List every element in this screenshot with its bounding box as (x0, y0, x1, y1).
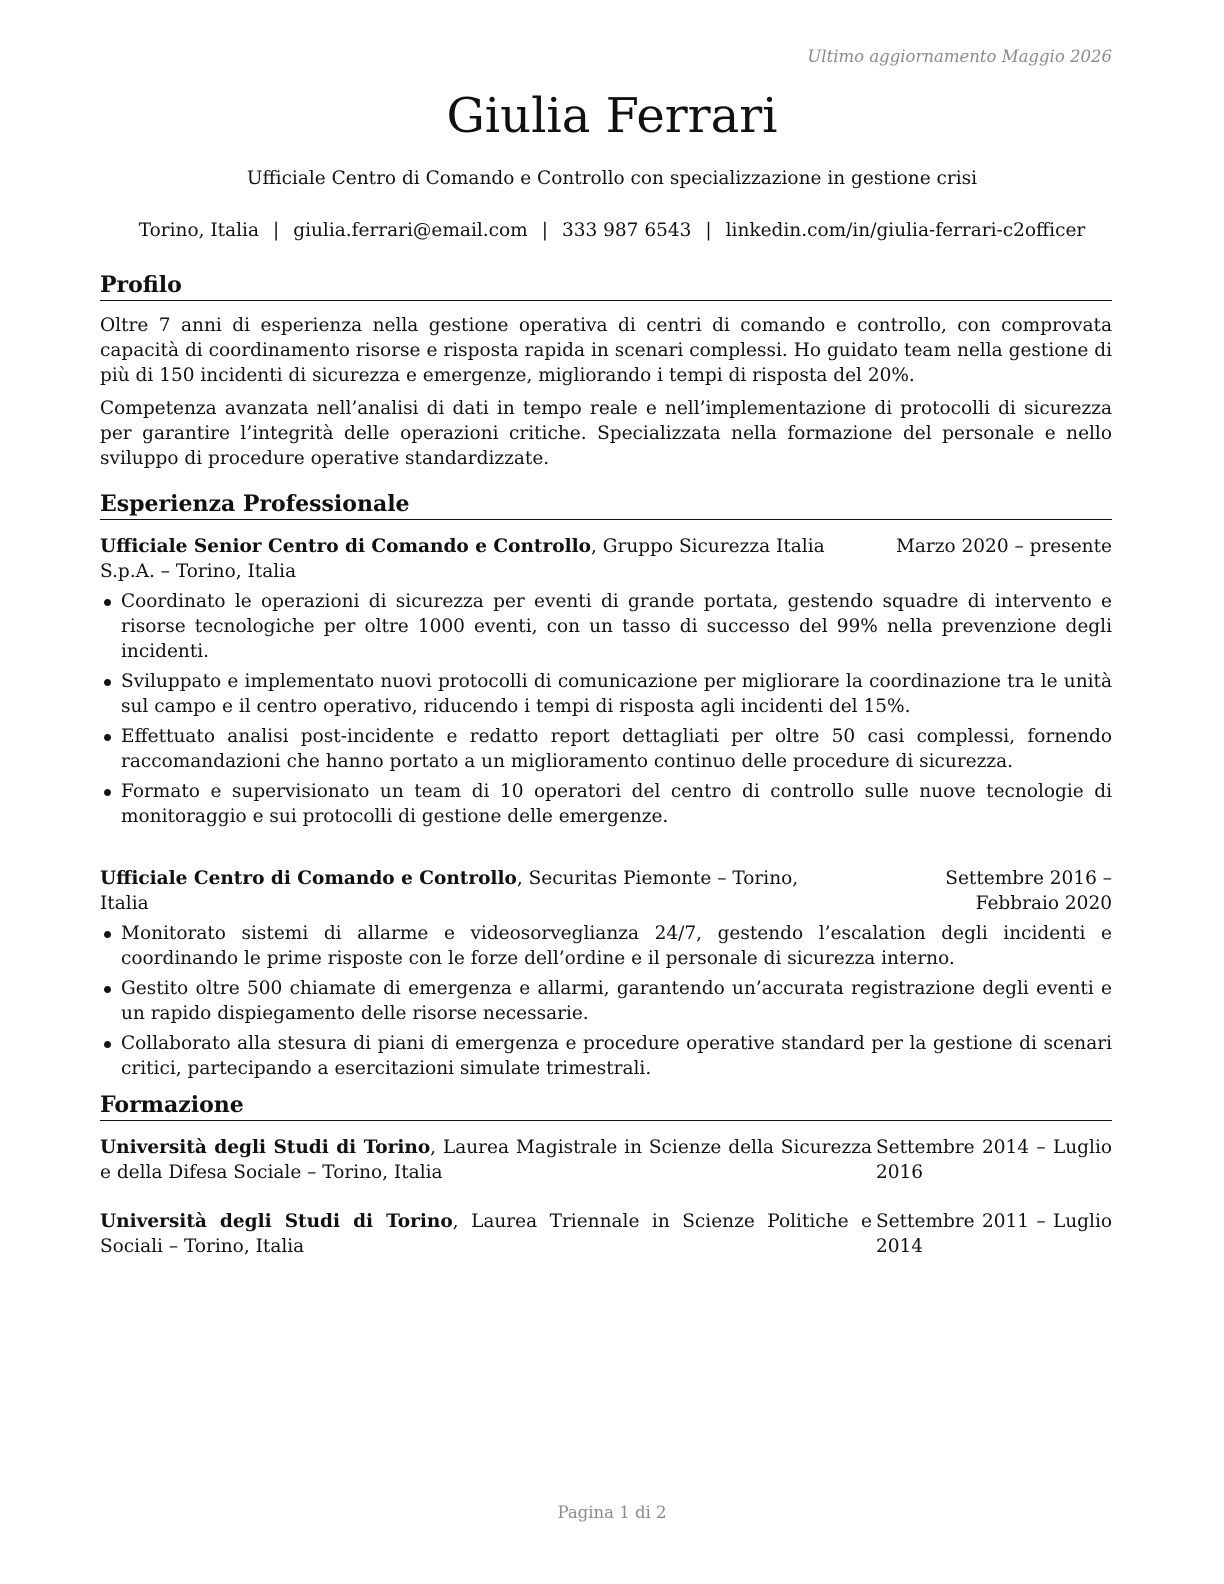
job-dates: Settembre 2016 – Febbraio 2020 (945, 868, 1112, 914)
candidate-name: Giulia Ferrari (446, 88, 778, 144)
bullet-item: Monitorato sistemi di allarme e videosorveglianza 24/7, gestendo l’escalation degli incidenti e coordinando le prime risposte con le forze dell’ordine e il personale di sicurezza interno. (100, 921, 1112, 971)
school-name: Università degli Studi di Torino (100, 1211, 453, 1232)
email-link[interactable]: giulia.ferrari@email.com (293, 220, 528, 241)
education-entry (100, 1135, 1112, 1185)
page-number: Pagina 1 di 2 (557, 1503, 667, 1522)
degree: , Laurea Triennale in Scienze Politiche e Sociali – Torino, Italia (100, 1211, 872, 1257)
last-updated: Ultimo aggiornamento Maggio 2026 (807, 47, 1112, 66)
job-employer: , Securitas Piemonte – Torino, Italia (100, 868, 799, 914)
school-name: Università degli Studi di Torino (100, 1137, 431, 1158)
separator: | (541, 220, 548, 241)
separator: | (273, 220, 280, 241)
phone: 333 987 6543 (561, 220, 692, 241)
job-title: Ufficiale Centro di Comando e Controllo (100, 868, 517, 889)
education-entry (100, 1209, 1112, 1259)
job-entry (100, 534, 1112, 829)
bullet-item: Gestito oltre 500 chiamate di emergenza e allarmi, garantendo un’accurata registrazione degli eventi e un rapido dispiegamento delle risorse necessarie. (100, 976, 1112, 1026)
linkedin-link[interactable]: linkedin.com/in/giulia-ferrari-c2officer (725, 220, 1086, 241)
bullet-item: Sviluppato e implementato nuovi protocolli di comunicazione per migliorare la coordinazione tra le unità sul campo e il centro operativo, riducendo i tempi di risposta agli incidenti del 15%. (100, 669, 1112, 719)
bullet-item: Effettuato analisi post-incidente e redatto report dettagliati per oltre 50 casi complessi, fornendo raccomandazioni che hanno portato a un miglioramento continuo delle procedure di sicurezza. (100, 724, 1112, 774)
profile-section (100, 270, 1112, 471)
location: Torino, Italia (138, 220, 259, 241)
section-heading: Formazione (100, 1090, 1112, 1121)
education-dates (876, 1135, 1112, 1185)
profile-paragraph: Competenza avanzata nell’analisi di dati in tempo reale e nell’implementazione di protocolli di sicurezza per garantire l’integrità delle operazioni critiche. Specializzata nella formazione del personale e nello sviluppo di procedure operative standardizzate. (100, 398, 1112, 469)
headline: Ufficiale Centro di Comando e Controllo con specializzazione in gestione crisi (246, 168, 978, 189)
dates-line: 2014 (876, 1236, 924, 1257)
dates-line: Settembre 2014 – Luglio (876, 1137, 1112, 1158)
job-dates: Marzo 2020 – presente (895, 536, 1112, 557)
separator: | (705, 220, 712, 241)
job-header (100, 534, 1112, 584)
bullet-item: Coordinato le operazioni di sicurezza per eventi di grande portata, gestendo squadre di intervento e risorse tecnologiche per oltre 1000 eventi, con un tasso di successo del 99% nella prevenzione degli incidenti. (100, 589, 1112, 664)
contact-line (0, 218, 1224, 243)
section-heading: Profilo (100, 270, 1112, 301)
section-heading: Esperienza Professionale (100, 489, 1112, 520)
job-bullets (100, 589, 1112, 829)
bullet-item: Collaborato alla stesura di piani di emergenza e procedure operative standard per la gestione di scenari critici, partecipando a esercitazioni simulate trimestrali. (100, 1031, 1112, 1081)
job-employer: , Gruppo Sicurezza Italia S.p.A. – Torino, Italia (100, 536, 825, 582)
bullet-item: Formato e supervisionato un team di 10 operatori del centro di controllo sulle nuove tecnologie di monitoraggio e sui protocolli di gestione delle emergenze. (100, 779, 1112, 829)
degree: , Laurea Magistrale in Scienze della Sicurezza e della Difesa Sociale – Torino, Italia (100, 1137, 872, 1183)
job-header (100, 866, 1112, 916)
dates-line: 2016 (876, 1162, 924, 1183)
dates-line: Settembre 2011 – Luglio (876, 1211, 1112, 1232)
profile-paragraph: Oltre 7 anni di esperienza nella gestione operativa di centri di comando e controllo, con comprovata capacità di coordinamento risorse e risposta rapida in scenari complessi. Ho guidato team nella gestione di più di 150 incidenti di sicurezza e emergenze, migliorando i tempi di risposta del 20%. (100, 315, 1112, 386)
education-dates (876, 1209, 1112, 1259)
job-title: Ufficiale Senior Centro di Comando e Controllo (100, 536, 591, 557)
job-bullets (100, 921, 1112, 1081)
education-section (100, 1090, 1112, 1259)
experience-section (100, 489, 1112, 1081)
resume-body (100, 270, 1112, 1259)
job-entry (100, 866, 1112, 1081)
